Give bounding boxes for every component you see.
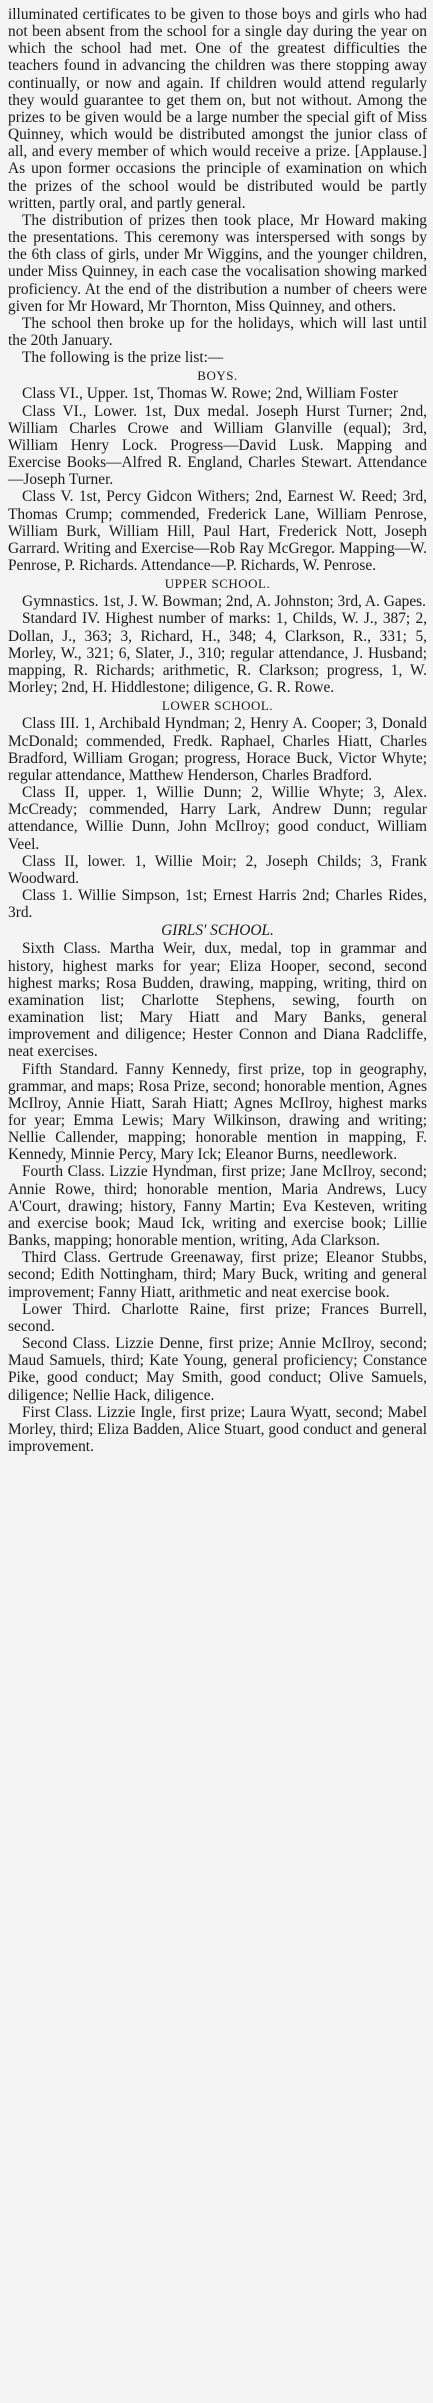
- prize-entry: Class VI., Lower. 1st, Dux medal. Joseph Hurst Turner; 2nd, William Charles Crowe and William Glanville (equal); 3rd, William Henry Lock. Progress—David Lusk. Mapping and Exercise Books—Alfred R. England, Charles Stewart. Attendance—Joseph Turner.: [8, 402, 427, 489]
- prize-entry: Sixth Class. Martha Weir, dux, medal, top in grammar and history, highest marks for year; Eliza Hooper, second, second highest marks; Rosa Budden, drawing, mapping, writing, third on examination list; Charlotte Stephens, sewing, fourth on examination list; Mary Hiatt and Mary Banks, general improvement and diligence; Hester Connon and Diana Radcliffe, neat exercises.: [8, 940, 427, 1061]
- section-heading-girls-school: GIRLS' SCHOOL.: [161, 922, 274, 940]
- prize-entry: Second Class. Lizzie Denne, first prize; Annie McIlroy, second; Maud Samuels, third; Kate Young, general proficiency; Constance Pike, good conduct; May Smith, good conduct; Olive Samuels, diligence; Nellie Hack, diligence.: [8, 1335, 427, 1404]
- prize-entry: First Class. Lizzie Ingle, first prize; Laura Wyatt, second; Mabel Morley, third; Eliza Badden, Alice Stuart, good conduct and general improvement.: [8, 1403, 427, 1455]
- prize-entry: Class III. 1, Archibald Hyndman; 2, Henry A. Cooper; 3, Donald McDonald; commended, Fredk. Raphael, Charles Hiatt, Charles Bradford, William Grogan; progress, Horace Buck, Victor Whyte; regular attendance, Matthew Henderson, Charles Bradford.: [8, 715, 427, 784]
- section-heading-lower-school: LOWER SCHOOL.: [161, 698, 274, 714]
- prize-entry: Fourth Class. Lizzie Hyndman, first prize; Jane McIlroy, second; Annie Rowe, third; honorable mention, Maria Andrews, Lucy A'Court, drawing; history, Fanny Martin; Eva Kesteven, writing and exercise book; Maud Ick, writing and exercise book; Lillie Banks, mapping; honorable mention, writing, Ada Clarkson.: [8, 1163, 427, 1250]
- prize-entry: Class II, upper. 1, Willie Dunn; 2, Willie Whyte; 3, Alex. McCready; commended, Harry Lark, Andrew Dunn; regular attendance, Willie Dunn, John McIlroy; good conduct, William Veel.: [8, 784, 427, 853]
- section-heading-boys: BOYS.: [197, 368, 238, 384]
- prize-entry: Class II, lower. 1, Willie Moir; 2, Joseph Childs; 3, Frank Woodward.: [8, 852, 427, 887]
- prize-entry: Class 1. Willie Simpson, 1st; Ernest Harris 2nd; Charles Rides, 3rd.: [8, 886, 427, 922]
- prize-entry: Standard IV. Highest number of marks: 1, Childs, W. J., 387; 2, Dollan, J., 363; 3, Richard, H., 348; 4, Clarkson, R., 331; 5, Morley, W., 321; 6, Slater, J., 310; regular attendance, J. Husband; mapping, R. Richards; arithmetic, R. Clarkson; progress, 1, W. Morley; 2nd, H. Hiddlestone; diligence, G. R. Rowe.: [8, 610, 427, 697]
- article-paragraph: The following is the prize list:—: [22, 349, 224, 367]
- prize-entry: Class V. 1st, Percy Gidcon Withers; 2nd, Earnest W. Reed; 3rd, Thomas Crump; commended, Frederick Lane, William Penrose, William Burk, William Hill, Paul Hart, Frederick Nott, Joseph Garrard. Writing and Exercise—Rob Ray McGregor. Mapping—W. Penrose, P. Richards. Attendance—P. Richards, W. Penrose.: [8, 488, 427, 574]
- prize-entry: Lower Third. Charlotte Raine, first prize; Frances Burrell, second.: [8, 1300, 427, 1335]
- prize-entry: Third Class. Gertrude Greenaway, first prize; Eleanor Stubbs, second; Edith Nottingham, third; Mary Buck, writing and general improvement; Fanny Hiatt, arithmetic and neat exercise book.: [8, 1249, 427, 1301]
- prize-entry: Gymnastics. 1st, J. W. Bowman; 2nd, A. Johnston; 3rd, A. Gapes.: [22, 593, 427, 611]
- article-paragraph: The distribution of prizes then took place, Mr Howard making the presentations. This ceremony was interspersed with songs by the 6th class of girls, under Mr Wiggins, and the younger children, under Miss Quinney, in each case the vocalisation showing marked proficiency. At the end of the distribution a number of cheers were given for Mr Howard, Mr Thornton, Miss Quinney, and others.: [8, 211, 427, 315]
- article-paragraph: illuminated certificates to be given to those boys and girls who had not been absent from the school for a single day during the year on which the school had met. One of the greatest difficulties the teachers found in advancing the children was there stopping away continually, or now and again. If children would attend regularly they would guarantee to get them on, but not without. Among the prizes to be given would be a large number the special gift of Miss Quinney, which would be distributed amongst the junior class of all, and every member of which would receive a prize. [Applause.] As upon former occasions the principle of examination on which the prizes of the school would be distributed would be partly written, partly oral, and partly general.: [8, 6, 427, 212]
- section-heading-upper-school: UPPER SCHOOL.: [164, 576, 271, 592]
- article-paragraph: The school then broke up for the holidays, which will last until the 20th January.: [8, 314, 427, 349]
- prize-entry: Class VI., Upper. 1st, Thomas W. Rowe; 2nd, William Foster: [22, 385, 399, 403]
- prize-entry: Fifth Standard. Fanny Kennedy, first prize, top in geography, grammar, and maps; Rosa Prize, second; honorable mention, Agnes McIlroy, Annie Hiatt, Sarah Hiatt; Agnes McIlroy, highest marks for year; Emma Lewis; Mary Wilkinson, drawing and writing; Nellie Callender, mapping; honorable mention in mapping, F. Kennedy, Minnie Percy, Mary Ick; Eleanor Burns, needlework.: [8, 1060, 427, 1164]
